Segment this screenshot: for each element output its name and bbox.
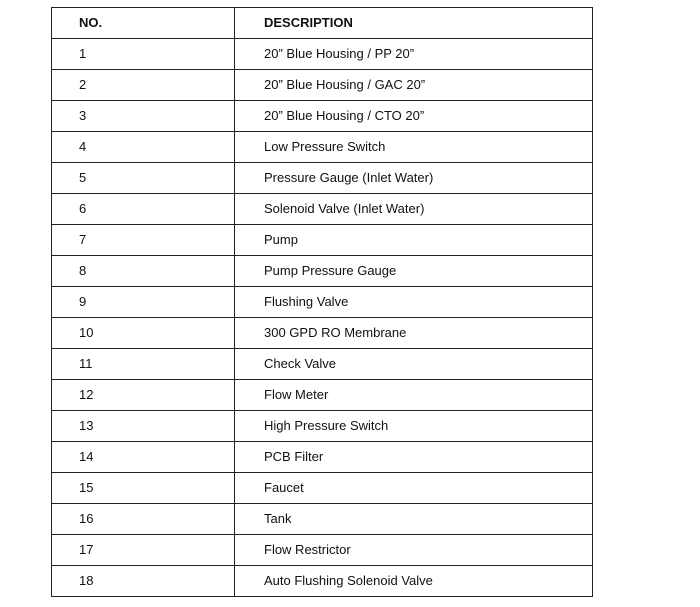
row-description: 20” Blue Housing / GAC 20” — [235, 70, 593, 101]
table-header-row — [52, 8, 593, 39]
row-description: Flow Meter — [235, 380, 593, 411]
row-number: 7 — [52, 225, 235, 256]
table-row — [52, 70, 593, 101]
table-row — [52, 225, 593, 256]
row-number: 17 — [52, 535, 235, 566]
table-row — [52, 194, 593, 225]
row-number: 6 — [52, 194, 235, 225]
table-row — [52, 256, 593, 287]
table-row — [52, 318, 593, 349]
table-row — [52, 39, 593, 70]
parts-table — [51, 7, 593, 597]
table-row — [52, 132, 593, 163]
table-row — [52, 163, 593, 194]
row-description: Auto Flushing Solenoid Valve — [235, 566, 593, 597]
table-row — [52, 473, 593, 504]
row-number: 13 — [52, 411, 235, 442]
row-description: Check Valve — [235, 349, 593, 380]
table-row — [52, 504, 593, 535]
row-description: 300 GPD RO Membrane — [235, 318, 593, 349]
row-description: 20” Blue Housing / CTO 20” — [235, 101, 593, 132]
row-description: Pump Pressure Gauge — [235, 256, 593, 287]
table-row — [52, 411, 593, 442]
row-description: Flushing Valve — [235, 287, 593, 318]
row-description: Solenoid Valve (Inlet Water) — [235, 194, 593, 225]
row-number: 10 — [52, 318, 235, 349]
table-header — [52, 8, 593, 39]
row-description: PCB Filter — [235, 442, 593, 473]
row-description: 20” Blue Housing / PP 20” — [235, 39, 593, 70]
table-body — [52, 39, 593, 597]
row-number: 4 — [52, 132, 235, 163]
row-description: Flow Restrictor — [235, 535, 593, 566]
row-number: 15 — [52, 473, 235, 504]
row-description: High Pressure Switch — [235, 411, 593, 442]
row-description: Pump — [235, 225, 593, 256]
row-number: 5 — [52, 163, 235, 194]
header-description: DESCRIPTION — [235, 8, 593, 39]
header-no: NO. — [52, 8, 235, 39]
row-number: 3 — [52, 101, 235, 132]
row-number: 9 — [52, 287, 235, 318]
row-number: 14 — [52, 442, 235, 473]
row-number: 12 — [52, 380, 235, 411]
row-number: 11 — [52, 349, 235, 380]
table-row — [52, 566, 593, 597]
row-number: 2 — [52, 70, 235, 101]
table-row — [52, 287, 593, 318]
row-number: 16 — [52, 504, 235, 535]
row-number: 1 — [52, 39, 235, 70]
table-row — [52, 442, 593, 473]
row-description: Faucet — [235, 473, 593, 504]
row-description: Tank — [235, 504, 593, 535]
table-row — [52, 380, 593, 411]
table-row — [52, 349, 593, 380]
table-row — [52, 101, 593, 132]
row-description: Low Pressure Switch — [235, 132, 593, 163]
row-number: 8 — [52, 256, 235, 287]
row-number: 18 — [52, 566, 235, 597]
row-description: Pressure Gauge (Inlet Water) — [235, 163, 593, 194]
table-row — [52, 535, 593, 566]
